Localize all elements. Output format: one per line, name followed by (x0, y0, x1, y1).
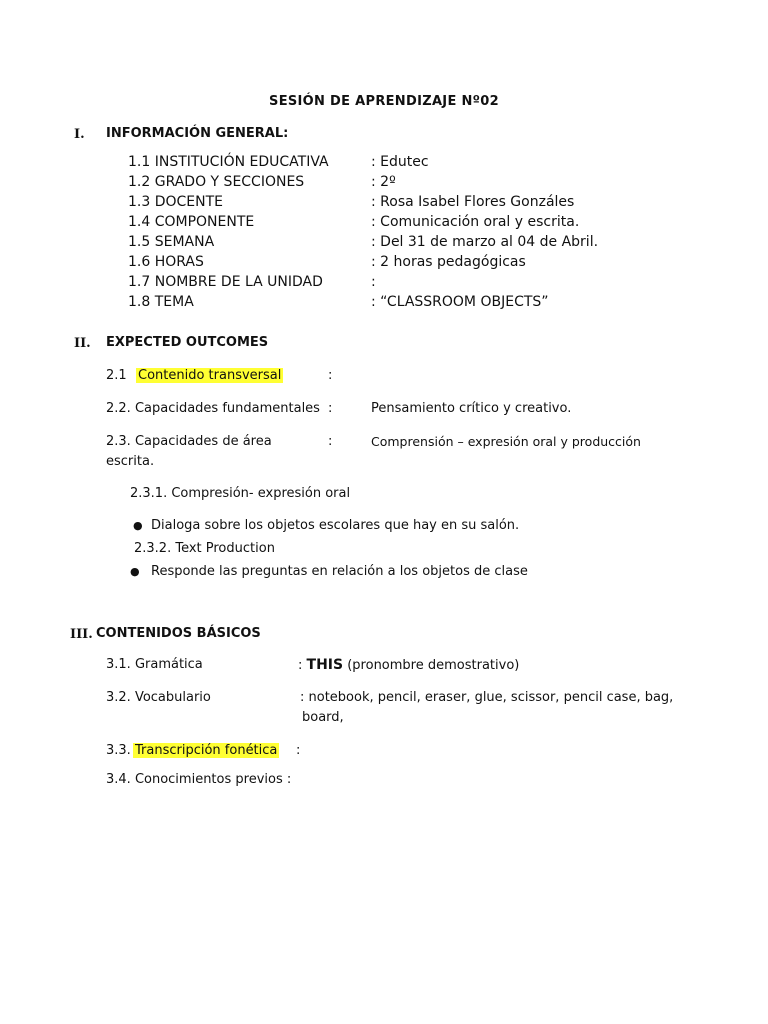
section-1-title: INFORMACIÓN GENERAL: (106, 126, 289, 141)
item-3-3-number: 3.3. (106, 743, 131, 758)
section-3-number: III. (70, 627, 93, 642)
item-2-3-value: Comprensión – expresión oral y producción (371, 434, 641, 449)
info-value: : “CLASSROOM OBJECTS” (371, 294, 549, 310)
item-2-2-value: Pensamiento crítico y creativo. (371, 401, 572, 416)
section-2-number: II. (74, 336, 91, 351)
info-value: : Edutec (371, 154, 429, 170)
info-value: : Rosa Isabel Flores Gonzáles (371, 194, 575, 210)
highlighted-text: Contenido transversal (138, 368, 282, 383)
page-title: SESIÓN DE APRENDIZAJE Nº02 (269, 94, 499, 109)
section-1-number: I. (74, 127, 85, 142)
info-value: : 2º (371, 174, 396, 190)
info-label: 1.6 HORAS (128, 254, 204, 270)
bullet-item-2: Responde las preguntas en relación a los objetos de clase (151, 564, 528, 579)
info-label: 1.4 COMPONENTE (128, 214, 255, 230)
info-label: 1.8 TEMA (128, 294, 194, 310)
info-value: : (371, 274, 376, 290)
item-2-3-colon: : (328, 434, 333, 449)
item-2-2-label: 2.2. Capacidades fundamentales (106, 401, 320, 416)
info-value: : Del 31 de marzo al 04 de Abril. (371, 234, 599, 250)
item-3-2-label: 3.2. Vocabulario (106, 690, 211, 705)
item-2-3-continuation: escrita. (106, 454, 155, 469)
item-3-1-strong: THIS (306, 657, 344, 673)
item-3-1-rest: (pronombre demostrativo) (347, 658, 520, 673)
bullet-icon: ● (133, 519, 143, 532)
info-label: 1.5 SEMANA (128, 234, 215, 250)
general-info-values (371, 152, 598, 312)
section-3-title: CONTENIDOS BÁSICOS (96, 626, 261, 641)
item-2-2-colon: : (328, 401, 333, 416)
item-3-3-label (133, 741, 279, 761)
section-2-title: EXPECTED OUTCOMES (106, 335, 269, 350)
sub-item-2-3-1: 2.3.1. Compresión- expresión oral (130, 486, 351, 501)
info-label: 1.2 GRADO Y SECCIONES (128, 174, 305, 190)
bullet-item-1: Dialoga sobre los objetos escolares que hay en su salón. (151, 518, 520, 533)
item-3-2-value-line2: board, (302, 710, 344, 725)
sub-item-2-3-2: 2.3.2. Text Production (134, 541, 275, 556)
info-value: : Comunicación oral y escrita. (371, 214, 580, 230)
info-label: 1.7 NOMBRE DE LA UNIDAD (128, 274, 323, 290)
item-3-2-value-line1: : notebook, pencil, eraser, glue, scissor, pencil case, bag, (300, 690, 674, 705)
item-3-1-value (298, 655, 519, 676)
item-2-1-number: 2.1 (106, 368, 127, 383)
item-2-3-label: 2.3. Capacidades de área (106, 434, 272, 449)
item-3-1-colon: : (298, 658, 303, 673)
item-3-1-label: 3.1. Gramática (106, 657, 203, 672)
general-info-labels (128, 152, 329, 312)
highlighted-text: Transcripción fonética (135, 743, 278, 758)
info-label: 1.3 DOCENTE (128, 194, 224, 210)
info-value: : 2 horas pedagógicas (371, 254, 526, 270)
bullet-icon: ● (130, 565, 140, 578)
item-2-1-colon: : (328, 368, 333, 383)
item-3-4-label: 3.4. Conocimientos previos : (106, 772, 292, 787)
item-3-3-colon: : (296, 743, 301, 758)
info-label: 1.1 INSTITUCIÓN EDUCATIVA (128, 154, 329, 170)
item-2-1-label (136, 366, 283, 386)
